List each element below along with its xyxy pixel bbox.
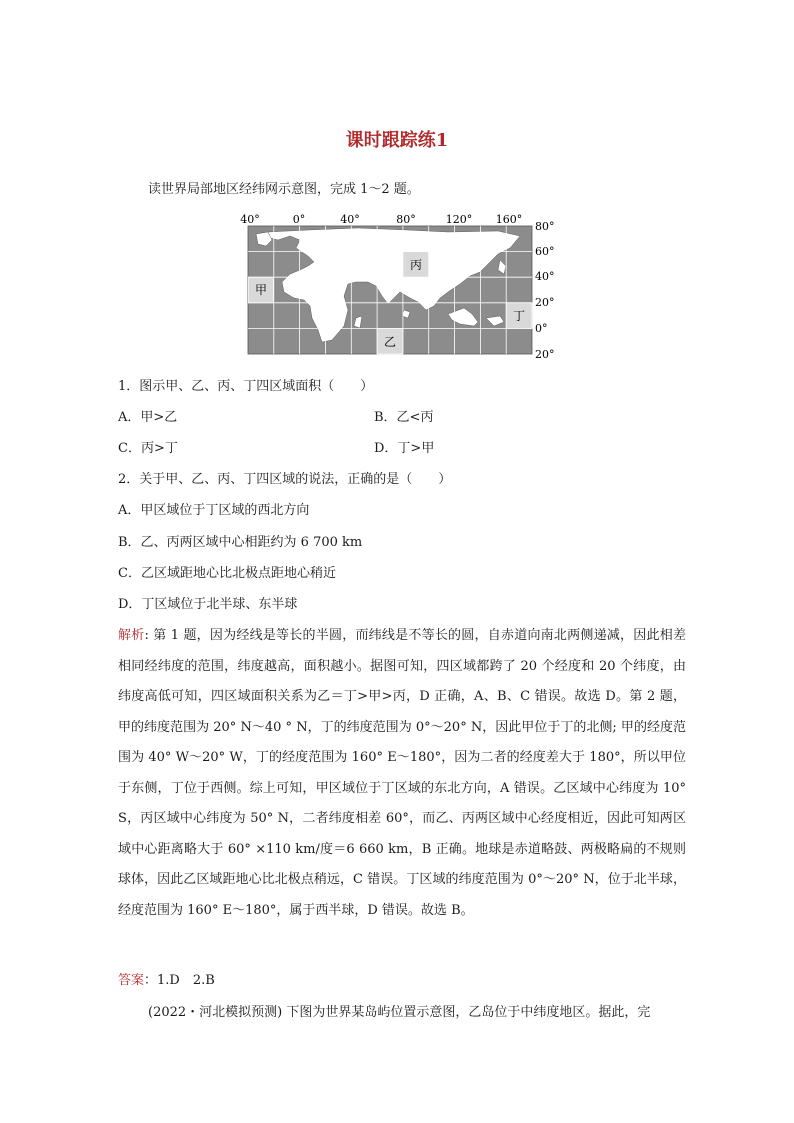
world-grid-map <box>238 212 558 362</box>
q2-stem: 2．关于甲、乙、丙、丁四区域的说法，正确的是（ ） <box>118 472 452 487</box>
q1-option-d: D．丁>甲 <box>374 441 435 456</box>
lat-label: 40° <box>535 270 555 283</box>
explanation <box>118 621 686 926</box>
lon-label: 0° <box>292 213 306 226</box>
q1-option-b: B．乙<丙 <box>374 410 434 425</box>
explanation-label: 解析 <box>118 628 145 643</box>
q2-option-a: A．甲区域位于丁区域的西北方向 <box>118 503 310 518</box>
q1-stem: 1．图示甲、乙、丙、丁四区域面积（ ） <box>118 379 374 394</box>
lon-label: 120° <box>445 213 473 226</box>
q1-option-a: A．甲>乙 <box>118 410 178 425</box>
region-bing-label: 丙 <box>409 258 423 272</box>
q1-option-c: C．丙>丁 <box>118 441 178 456</box>
lon-label: 160° <box>495 213 523 226</box>
answer-text: ：1.D 2.B <box>144 973 215 988</box>
explanation-text: : 第 1 题，因为经线是等长的半圆，而纬线是不等长的圆，自赤道向南北两侧递减，因此相差相同经纬度的范围，纬度越高，面积越小。据图可知，四区域都跨了 20 个经度和 20 个纬度，由纬度高低可知，四区域面积关系为乙＝丁>甲>丙，D 正确，A、B、C 错误。故选 D。第 2 题，甲的纬度范围为 20° N～40 ° N，丁的纬度范围为 0°～20° N，因此甲位于丁的北侧; 甲的经度范围为 40° W～20° W，丁的经度范围为 160° E～180°，因为二者的经度差大于 180°，所以甲位于东侧，丁位于西侧。综上可知，甲区域位于丁区域的东北方向，A 错误。乙区域中心纬度为 10° S，丙区域中心纬度为 50° N，二者纬度相差 60°，而乙、丙两区域中心经度相近，因此可知两区域中心距离略大于 60° ×110 km/度＝6 660 km，B 正确。地球是赤道略鼓、两极略扁的不规则球体，因此乙区域距地心比北极点稍远，C 错误。丁区域的纬度范围为 0°～20° N，位于北半球，经度范围为 160° E～180°，属于西半球，D 错误。故选 B。 <box>118 628 686 918</box>
q2-option-b: B．乙、丙两区域中心相距约为 6 700 km <box>118 535 363 550</box>
lat-label: 80° <box>535 220 555 233</box>
page-title: 课时跟踪练1 <box>345 130 449 151</box>
region-ding-label: 丁 <box>512 309 526 323</box>
lon-label: 80° <box>396 213 416 226</box>
lon-label: 40° <box>340 213 360 226</box>
lat-label: 0° <box>535 322 548 335</box>
region-yi-label: 乙 <box>383 335 397 349</box>
lat-label: 20° <box>535 348 555 361</box>
intro-text: 读世界局部地区经纬网示意图，完成 1～2 题。 <box>148 182 420 197</box>
lat-label: 60° <box>535 245 555 258</box>
q2-option-c: C．乙区域距地心比北极点距地心稍近 <box>118 566 336 581</box>
lat-label: 20° <box>535 296 555 309</box>
lon-label: 40° <box>240 213 260 226</box>
region-jia-label: 甲 <box>254 283 268 297</box>
next-question-intro: (2022・河北模拟预测) 下图为世界某岛屿位置示意图，乙岛位于中纬度地区。据此，完 <box>148 1005 651 1020</box>
answer-label: 答案 <box>118 973 145 988</box>
q2-option-d: D．丁区域位于北半球、东半球 <box>118 597 298 612</box>
answer <box>118 972 215 990</box>
